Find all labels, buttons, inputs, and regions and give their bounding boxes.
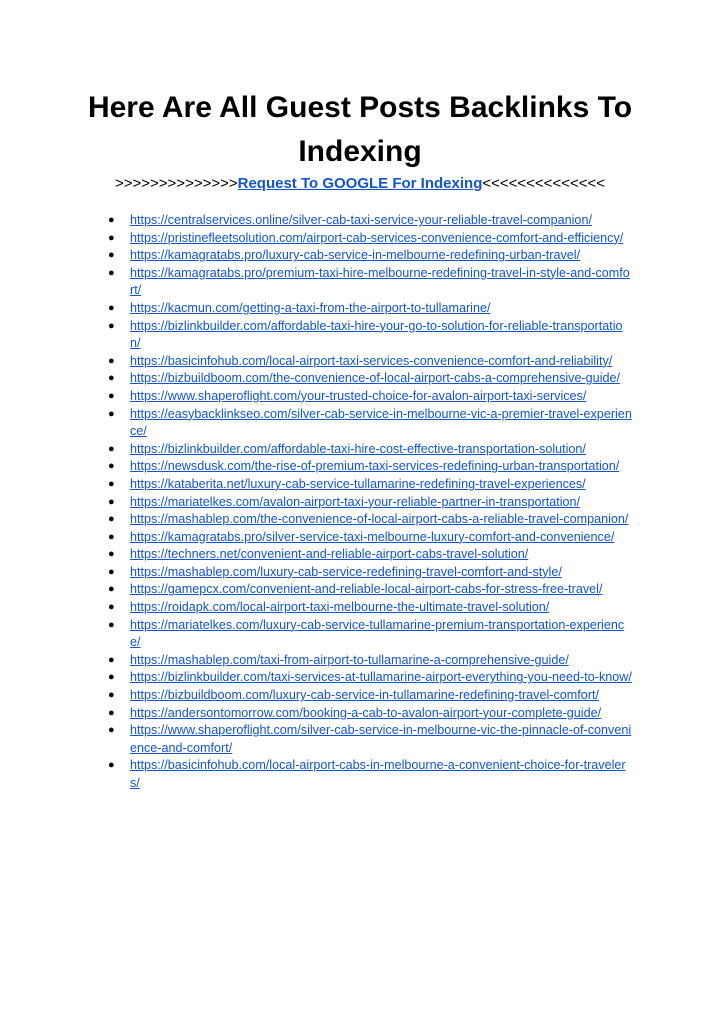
backlink-url[interactable]: https://kamagratabs.pro/premium-taxi-hire-melbourne-redefining-travel-in-style-and-comfort/ xyxy=(130,265,630,298)
list-item xyxy=(108,669,632,687)
bullet-icon: ● xyxy=(108,724,115,737)
backlink-url[interactable]: https://mariatelkes.com/avalon-airport-taxi-your-reliable-partner-in-transportation/ xyxy=(130,494,581,509)
bullet-icon: ● xyxy=(108,214,115,226)
list-item xyxy=(108,353,632,371)
bullet-icon: ● xyxy=(108,601,115,614)
bullet-icon: ● xyxy=(108,565,115,578)
backlink-url[interactable]: https://bizbuildboom.com/luxury-cab-service-in-tullamarine-redefining-travel-comfort/ xyxy=(130,688,599,703)
list-item xyxy=(108,546,632,564)
list-item xyxy=(108,476,632,494)
list-item xyxy=(108,441,632,459)
bullet-icon: ● xyxy=(108,266,115,279)
backlink-url[interactable]: https://mashablep.com/luxury-cab-service-redefining-travel-comfort-and-style/ xyxy=(130,564,562,579)
bullet-icon: ● xyxy=(108,301,115,314)
list-item xyxy=(108,458,632,476)
list-item xyxy=(108,265,632,300)
backlink-url[interactable]: https://roidapk.com/local-airport-taxi-melbourne-the-ultimate-travel-solution/ xyxy=(130,600,550,615)
bullet-icon: ● xyxy=(108,477,115,490)
list-item xyxy=(108,687,632,705)
bullet-icon: ● xyxy=(108,513,115,526)
bullet-icon: ● xyxy=(108,671,115,684)
list-item xyxy=(108,722,632,757)
backlink-url[interactable]: https://www.shaperoflight.com/silver-cab-service-in-melbourne-vic-the-pinnacle-of-convenience-and-comfort/ xyxy=(130,723,632,755)
bullet-icon: ● xyxy=(108,372,115,385)
backlink-url[interactable]: https://bizlinkbuilder.com/taxi-services-at-tullamarine-airport-everything-you-need-to-know/ xyxy=(130,670,632,685)
bullet-icon: ● xyxy=(108,407,115,420)
bullet-icon: ● xyxy=(108,689,115,702)
backlink-url[interactable]: https://newsdusk.com/the-rise-of-premium-taxi-services-redefining-urban-transportation/ xyxy=(130,459,620,474)
backlink-url[interactable]: https://bizlinkbuilder.com/affordable-taxi-hire-your-go-to-solution-for-reliable-transportation/ xyxy=(130,318,623,351)
backlink-url[interactable]: https://easybacklinkseo.com/silver-cab-service-in-melbourne-vic-a-premier-travel-experience/ xyxy=(130,406,632,439)
list-item xyxy=(108,581,632,599)
bullet-icon: ● xyxy=(108,389,115,402)
backlink-url[interactable]: https://andersontomorrow.com/booking-a-cab-to-avalon-airport-your-complete-guide/ xyxy=(130,705,602,720)
request-indexing-line xyxy=(40,174,680,194)
backlink-url[interactable]: https://kamagratabs.pro/silver-service-taxi-melbourne-luxury-comfort-and-convenience/ xyxy=(130,529,615,544)
backlink-url[interactable]: https://gamepcx.com/convenient-and-reliable-local-airport-cabs-for-stress-free-travel/ xyxy=(130,582,603,597)
list-item xyxy=(108,212,632,230)
backlink-url[interactable]: https://kacmun.com/getting-a-taxi-from-the-airport-to-tullamarine/ xyxy=(130,300,491,315)
list-item xyxy=(108,300,632,318)
list-item xyxy=(108,757,632,792)
bullet-icon: ● xyxy=(108,442,115,455)
list-item xyxy=(108,230,632,248)
bullet-icon: ● xyxy=(108,354,115,367)
bullet-icon: ● xyxy=(108,759,115,772)
list-item xyxy=(108,599,632,617)
bullet-icon: ● xyxy=(108,319,115,332)
bullet-icon: ● xyxy=(108,460,115,473)
list-item xyxy=(108,705,632,723)
backlink-url[interactable]: https://basicinfohub.com/local-airport-cabs-in-melbourne-a-convenient-choice-for-travelers/ xyxy=(130,758,626,790)
backlink-url[interactable]: https://mariatelkes.com/luxury-cab-service-tullamarine-premium-transportation-experience/ xyxy=(130,617,625,650)
bullet-icon: ● xyxy=(108,530,115,543)
list-item xyxy=(108,247,632,265)
list-item xyxy=(108,652,632,670)
request-indexing-link[interactable]: Request To GOOGLE For Indexing xyxy=(237,175,483,192)
backlink-url[interactable]: https://techners.net/convenient-and-reliable-airport-cabs-travel-solution/ xyxy=(130,547,529,562)
bullet-icon: ● xyxy=(108,231,115,244)
list-item xyxy=(108,511,632,529)
list-item xyxy=(108,494,632,512)
backlink-url[interactable]: https://www.shaperoflight.com/your-trusted-choice-for-avalon-airport-taxi-services/ xyxy=(130,388,587,403)
request-prefix-arrows: >>>>>>>>>>>>>> xyxy=(114,175,238,192)
backlink-url[interactable]: https://pristinefleetsolution.com/airport-cab-services-convenience-comfort-and-efficiency/ xyxy=(130,230,624,245)
bullet-icon: ● xyxy=(108,653,115,666)
backlink-url[interactable]: https://centralservices.online/silver-cab-taxi-service-your-reliable-travel-companion/ xyxy=(130,213,592,227)
list-item xyxy=(108,617,632,652)
bullet-icon: ● xyxy=(108,618,115,631)
list-item xyxy=(108,370,632,388)
list-item xyxy=(108,318,632,353)
list-item xyxy=(108,406,632,441)
list-item xyxy=(108,388,632,406)
backlink-list xyxy=(108,212,632,793)
bullet-icon: ● xyxy=(108,548,115,561)
bullet-icon: ● xyxy=(108,495,115,508)
list-item xyxy=(108,564,632,582)
backlink-url[interactable]: https://kataberita.net/luxury-cab-service-tullamarine-redefining-travel-experiences/ xyxy=(130,476,586,491)
backlink-url[interactable]: https://bizbuildboom.com/the-convenience-of-local-airport-cabs-a-comprehensive-guide/ xyxy=(130,371,620,386)
backlink-url[interactable]: https://bizlinkbuilder.com/affordable-taxi-hire-cost-effective-transportation-solution/ xyxy=(130,441,586,456)
bullet-icon: ● xyxy=(108,706,115,719)
backlink-url[interactable]: https://basicinfohub.com/local-airport-taxi-services-convenience-comfort-and-reliability/ xyxy=(130,353,613,368)
page-title: Here Are All Guest Posts Backlinks To Indexing xyxy=(87,91,633,168)
bullet-icon: ● xyxy=(108,583,115,596)
backlink-url[interactable]: https://mashablep.com/the-convenience-of-local-airport-cabs-a-reliable-travel-companion/ xyxy=(130,512,629,527)
request-suffix-arrows: <<<<<<<<<<<<<< xyxy=(482,175,605,192)
backlink-url[interactable]: https://kamagratabs.pro/luxury-cab-service-in-melbourne-redefining-urban-travel/ xyxy=(130,248,581,263)
backlink-url[interactable]: https://mashablep.com/taxi-from-airport-to-tullamarine-a-comprehensive-guide/ xyxy=(130,652,569,667)
list-item xyxy=(108,529,632,547)
bullet-icon: ● xyxy=(108,249,115,262)
